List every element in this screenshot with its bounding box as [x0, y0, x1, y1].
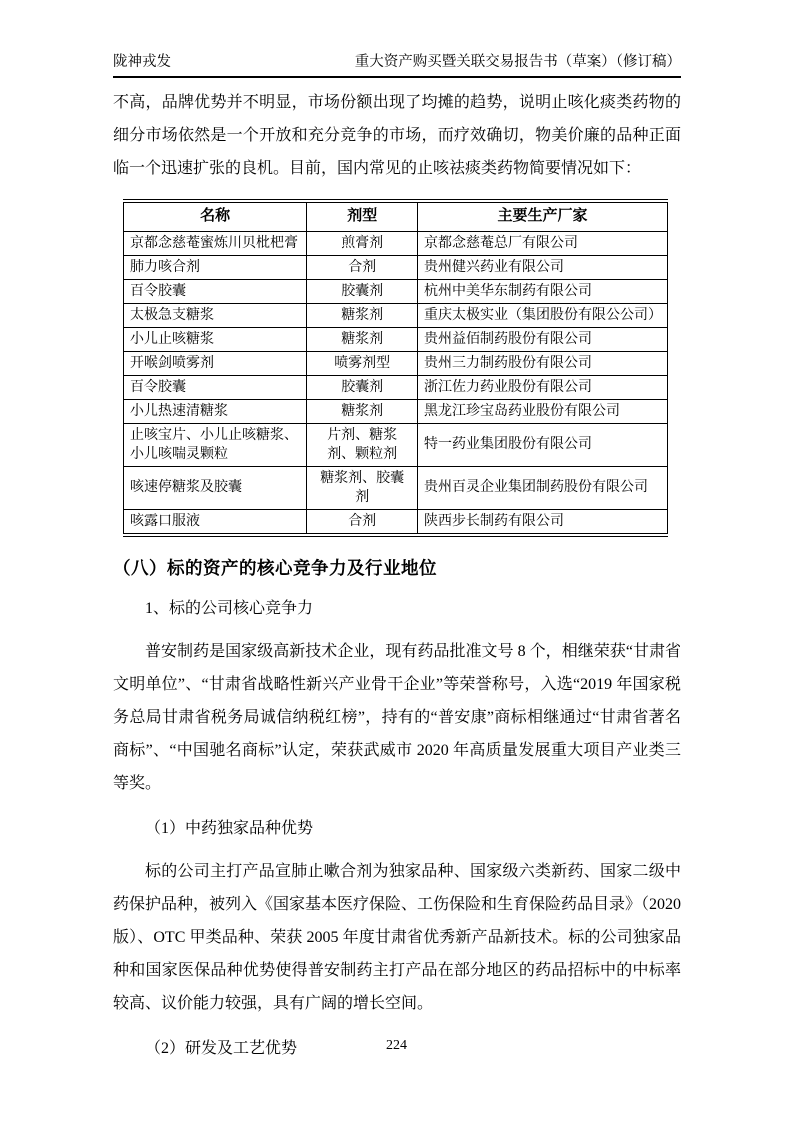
table-row — [124, 375, 668, 399]
table-header-row — [124, 201, 668, 231]
column-header-manufacturer: 主要生产厂家 — [418, 201, 668, 231]
cell-name: 肺力咳合剂 — [124, 255, 307, 279]
cell-manufacturer: 黑龙江珍宝岛药业股份有限公司 — [418, 399, 668, 423]
cell-form: 胶囊剂 — [307, 375, 418, 399]
paragraph-exclusive-variety: 标的公司主打产品宣肺止嗽合剂为独家品种、国家级六类新药、国家二级中药保护品种，被列入《国家基本医疗保险、工伤保险和生育保险药品目录》（2020 版）、OTC 甲类品种、荣获 2005 年度甘肃省优秀新产品新技术。标的公司独家品种和国家医保品种优势使得普安制药主打产品在部分地区的药品招标中的中标率较高、议价能力较强，具有广阔的增长空间。 — [113, 862, 682, 1012]
intro-paragraph: 不高，品牌优势并不明显，市场份额出现了均摊的趋势，说明止咳化痰类药物的细分市场依然是一个开放和充分竞争的市场，而疗效确切，物美价廉的品种正面临一个迅速扩张的良机。目前，国内常见的止咳祛痰类药物简要情况如下： — [113, 94, 681, 177]
cell-form: 煎膏剂 — [307, 231, 418, 255]
cell-name: 京都念慈菴蜜炼川贝枇杷膏 — [124, 231, 307, 255]
cough-medicine-table — [123, 199, 668, 537]
table-row — [124, 399, 668, 423]
header-company-name: 陇神戎发 — [113, 54, 171, 70]
cell-form: 糖浆剂 — [307, 327, 418, 351]
cell-manufacturer: 贵州三力制药股份有限公司 — [418, 351, 668, 375]
cell-name: 止咳宝片、小儿止咳糖浆、小儿咳喘灵颗粒 — [124, 423, 307, 466]
table-row — [124, 303, 668, 327]
cell-manufacturer: 京都念慈菴总厂有限公司 — [418, 231, 668, 255]
header-report-title: 重大资产购买暨关联交易报告书（草案）（修订稿） — [354, 54, 681, 70]
column-header-name: 名称 — [124, 201, 307, 231]
cell-form: 喷雾剂型 — [307, 351, 418, 375]
cell-form: 胶囊剂 — [307, 279, 418, 303]
cell-name: 小儿止咳糖浆 — [124, 327, 307, 351]
page-body — [113, 76, 681, 1065]
table-row — [124, 351, 668, 375]
table-row — [124, 231, 668, 255]
cell-form: 糖浆剂 — [307, 303, 418, 327]
cell-form: 糖浆剂、胶囊剂 — [307, 466, 418, 509]
sub-heading-rd-process-advantage: （2）研发及工艺优势 — [145, 1039, 298, 1057]
table-row — [124, 466, 668, 509]
page-header — [113, 50, 681, 78]
page-number: 224 — [386, 1038, 407, 1053]
cell-name: 小儿热速清糖浆 — [124, 399, 307, 423]
cell-manufacturer: 陕西步长制药有限公司 — [418, 509, 668, 535]
section-heading-core-competitiveness: （八）标的资产的核心竞争力及行业地位 — [113, 557, 437, 578]
cell-form: 糖浆剂 — [307, 399, 418, 423]
table-row — [124, 423, 668, 466]
cell-manufacturer: 特一药业集团股份有限公司 — [418, 423, 668, 466]
cell-manufacturer: 重庆太极实业（集团股份有限公公司） — [418, 303, 668, 327]
cell-form: 合剂 — [307, 255, 418, 279]
paragraph-puan-honors: 普安制药是国家级高新技术企业，现有药品批准文号 8 个，相继荣获“甘肃省文明单位”、“甘肃省战略性新兴产业骨干企业”等荣誉称号，入选“2019 年国家税务总局甘肃省税务局诚信纳税红榜”，持有的“普安康”商标相继通过“甘肃省著名商标”、“中国驰名商标”认定，荣获武威市 2020 年高质量发展重大项目产业类三等奖。 — [113, 642, 681, 792]
table-row — [124, 327, 668, 351]
cell-manufacturer: 贵州健兴药业有限公司 — [418, 255, 668, 279]
table-row — [124, 279, 668, 303]
cell-form: 片剂、糖浆剂、颗粒剂 — [307, 423, 418, 466]
cell-manufacturer: 浙江佐力药业股份有限公司 — [418, 375, 668, 399]
sub-heading-company-core-competitiveness: 1、标的公司核心竞争力 — [145, 599, 314, 617]
column-header-form: 剂型 — [307, 201, 418, 231]
table-row — [124, 255, 668, 279]
cell-name: 咳露口服液 — [124, 509, 307, 535]
cell-name: 咳速停糖浆及胶囊 — [124, 466, 307, 509]
cell-name: 百令胶囊 — [124, 279, 307, 303]
cell-form: 合剂 — [307, 509, 418, 535]
cell-manufacturer: 贵州百灵企业集团制药股份有限公司 — [418, 466, 668, 509]
page-footer — [0, 1038, 793, 1054]
cell-name: 百令胶囊 — [124, 375, 307, 399]
cell-manufacturer: 贵州益佰制药股份有限公司 — [418, 327, 668, 351]
cell-name: 太极急支糖浆 — [124, 303, 307, 327]
sub-heading-exclusive-tcm-variety: （1）中药独家品种优势 — [145, 819, 314, 837]
cell-manufacturer: 杭州中美华东制药有限公司 — [418, 279, 668, 303]
table-row — [124, 509, 668, 535]
cell-name: 开喉剑喷雾剂 — [124, 351, 307, 375]
